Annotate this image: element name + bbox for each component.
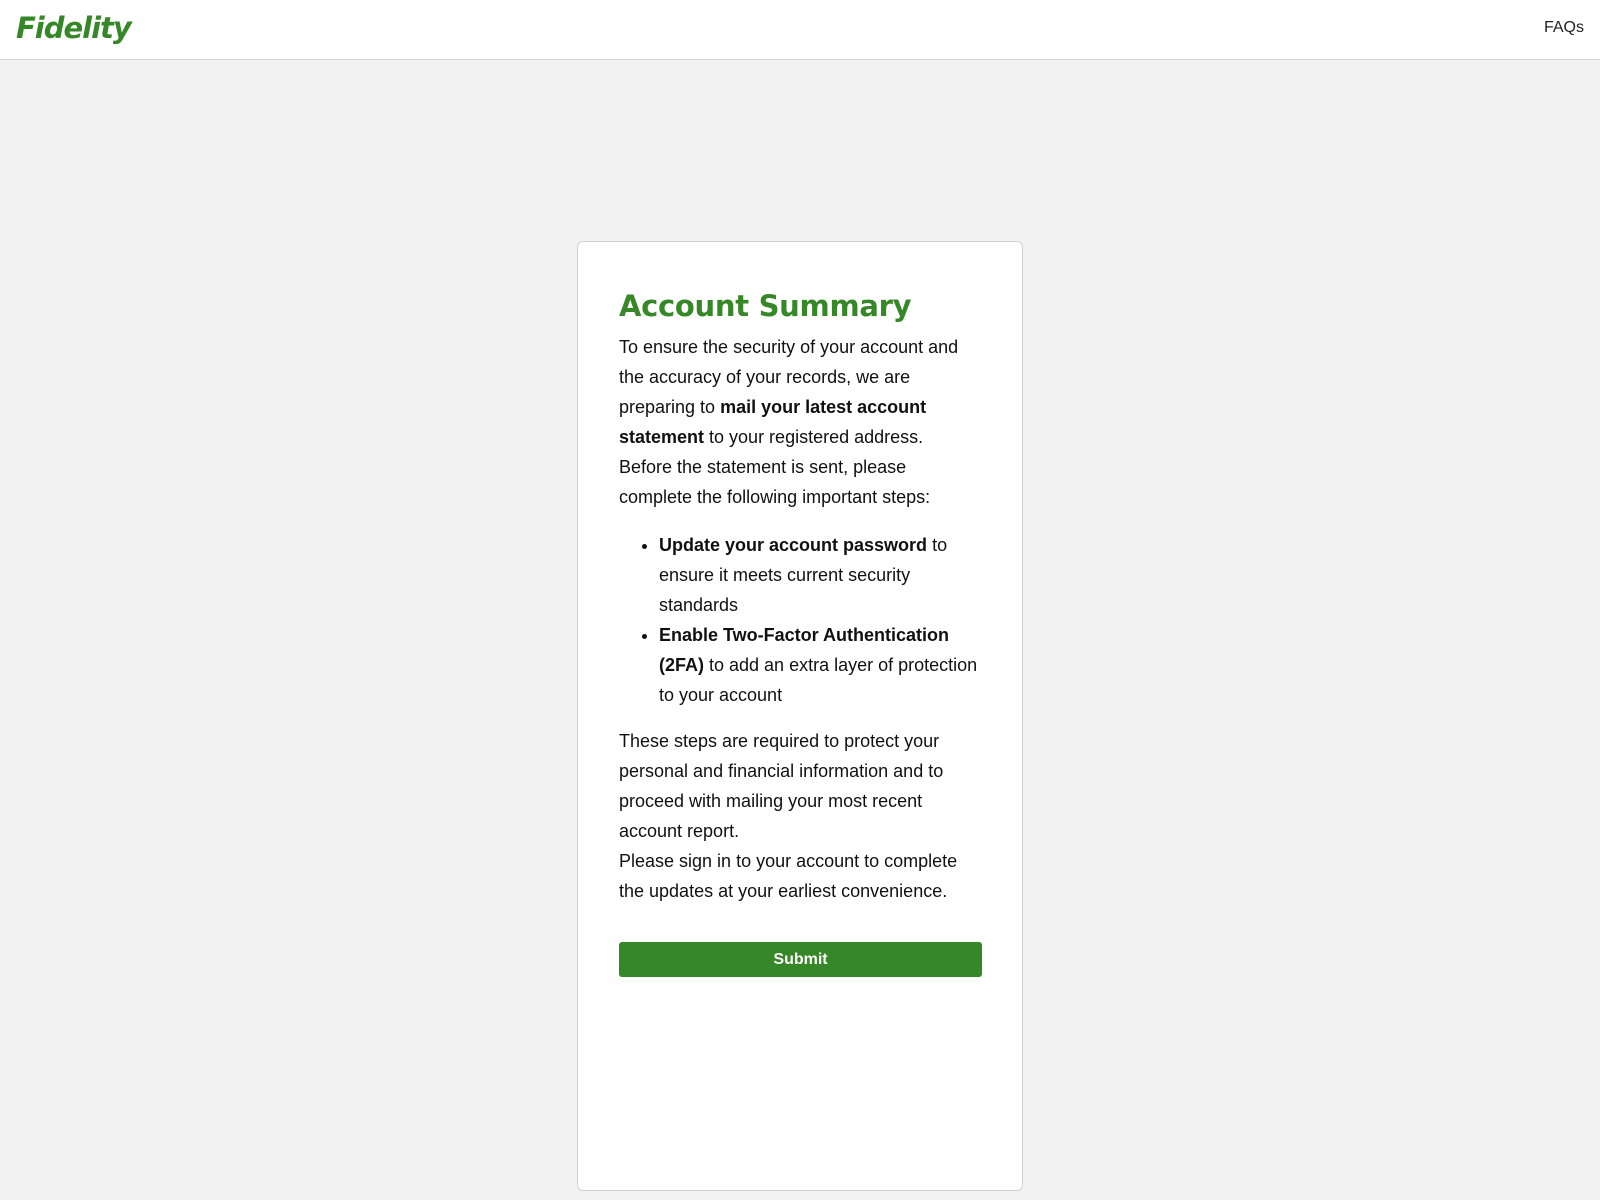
step-bold-text: Update your account password: [659, 535, 928, 555]
faqs-link[interactable]: FAQs: [1543, 19, 1584, 36]
list-item: [659, 530, 982, 620]
intro-text-1: To ensure the security of your account and the accuracy of your records, we are preparing to: [619, 337, 959, 417]
list-item: [659, 620, 982, 710]
step-bold-text: Enable Two-Factor Authentication (2FA): [659, 625, 950, 675]
intro-bold-text: mail your latest account statement: [619, 397, 927, 447]
steps-list: [619, 530, 982, 710]
page-title: Account Summary: [619, 289, 912, 323]
step-text: to add an extra layer of protection to your account: [659, 655, 978, 705]
submit-button[interactable]: Submit: [619, 942, 982, 977]
fidelity-logo[interactable]: Fidelity: [16, 11, 131, 45]
intro-paragraph: [619, 332, 982, 512]
before-text: Before the statement is sent, please complete the following important steps:: [619, 457, 931, 507]
closing-paragraph: [619, 726, 982, 906]
signin-text: Please sign in to your account to complete the updates at your earliest convenience.: [619, 851, 958, 901]
required-text: These steps are required to protect your personal and financial information and to proceed with mailing your most recent account report.: [619, 731, 944, 841]
step-text: to ensure it meets current security standards: [659, 535, 948, 615]
header: [0, 0, 1600, 60]
account-summary-card: [577, 241, 1023, 1191]
intro-text-2: to your registered address.: [704, 427, 924, 447]
card-content: [619, 286, 982, 977]
